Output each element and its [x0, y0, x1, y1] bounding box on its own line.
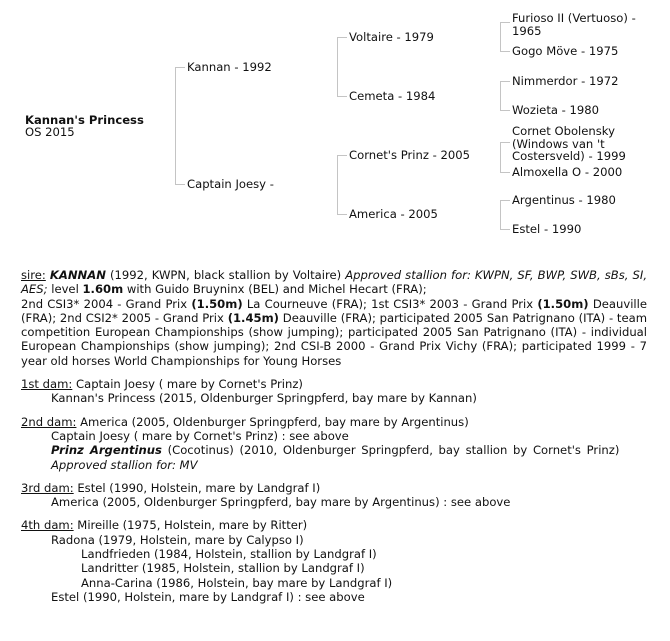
tree-connector	[500, 142, 510, 143]
tree-connector	[500, 51, 510, 52]
grandparent-sire-dam[interactable]: Cemeta - 1984	[349, 89, 436, 103]
offspring-approval-note: Approved stallion for: MV	[51, 457, 198, 472]
offspring-item: Landfrieden (1984, Holstein, stallion by Landgraf I)	[81, 547, 377, 562]
tree-connector	[337, 37, 347, 38]
sire-result-height: (1.45m)	[227, 310, 279, 325]
offspring-item: Anna-Carina (1986, Holstein, bay mare by Landgraf I)	[81, 575, 393, 590]
tree-connector	[500, 142, 501, 173]
ggp-3[interactable]: Nimmerdor - 1972	[512, 74, 619, 88]
sire-riders: with Guido Bruyninx (BEL) and Michel Hecart (FRA);	[123, 282, 427, 297]
tree-connector	[500, 81, 510, 82]
sire-result: Deauville (FRA); 2nd CSI2* 2005 - Grand Prix	[21, 296, 647, 325]
ggp-4[interactable]: Wozieta - 1980	[512, 103, 600, 117]
parent-sire[interactable]: Kannan - 1992	[187, 60, 272, 74]
offspring-item: Kannan's Princess (2015, Oldenburger Springpferd, bay mare by Kannan)	[51, 391, 477, 406]
sire-name[interactable]: KANNAN	[49, 268, 106, 282]
third-dam-section	[21, 481, 647, 510]
sire-approved: Approved stallion for: KWPN, SF, BWP, SWB, sBs, SI, AES;	[21, 268, 647, 297]
sire-details: (1992, KWPN, black stallion by Voltaire)	[105, 268, 346, 282]
tree-connector	[500, 172, 510, 173]
ggp-5[interactable]: Cornet Obolensky (Windows van 't Costersveld) - 1999	[512, 124, 626, 163]
ggp-7[interactable]: Argentinus - 1980	[512, 193, 616, 207]
tree-connector	[500, 229, 510, 230]
grandparent-sire-sire[interactable]: Voltaire - 1979	[349, 30, 434, 44]
offspring-item	[21, 443, 647, 457]
offspring-item: Landritter (1985, Holstein, stallion by Landgraf I)	[81, 561, 365, 576]
fourth-dam-section	[21, 518, 647, 604]
parent-dam[interactable]: Captain Joesy -	[187, 177, 274, 191]
offspring-item: Radona (1979, Holstein, mare by Calypso I)	[51, 532, 304, 547]
ggp-8[interactable]: Estel - 1990	[512, 222, 582, 236]
dam-label: 4th dam:	[21, 518, 74, 533]
dam-label: 1st dam:	[21, 377, 73, 392]
dam-line-info	[21, 268, 647, 604]
tree-connector	[175, 67, 176, 185]
ggp-6[interactable]: Almoxella O - 2000	[512, 165, 623, 179]
subject-name[interactable]: Kannan's Princess	[25, 113, 144, 127]
tree-connector	[337, 155, 347, 156]
dam-text: America (2005, Oldenburger Springpferd, bay mare by Argentinus)	[76, 414, 469, 429]
offspring-item: Captain Joesy ( mare by Cornet's Prinz) : see above	[51, 428, 349, 443]
dam-text: Estel (1990, Holstein, mare by Landgraf I)	[73, 480, 321, 495]
dam-label: 3rd dam:	[21, 480, 74, 495]
sire-paragraph	[21, 268, 647, 368]
tree-connector	[337, 214, 347, 215]
tree-connector	[500, 22, 501, 52]
tree-connector	[500, 81, 501, 111]
tree-connector	[337, 37, 338, 97]
tree-connector	[175, 67, 185, 68]
grandparent-dam-sire[interactable]: Cornet's Prinz - 2005	[349, 148, 470, 162]
sire-result: 2nd CSI3* 2004 - Grand Prix	[21, 296, 192, 311]
tree-connector	[337, 96, 347, 97]
tree-connector	[500, 200, 510, 201]
offspring-item: America (2005, Oldenburger Springpferd, bay mare by Argentinus) : see above	[51, 495, 511, 510]
sire-result: La Courneuve (FRA); 1st CSI3* 2003 - Grand Prix	[242, 296, 538, 311]
sire-label: sire:	[21, 268, 46, 282]
grandparent-dam-dam[interactable]: America - 2005	[349, 207, 438, 221]
first-dam-section	[21, 377, 647, 406]
ggp-1[interactable]: Furioso II (Vertuoso) - 1965	[512, 11, 636, 38]
tree-connector	[337, 155, 338, 215]
subject-info: OS 2015	[25, 125, 75, 139]
tree-connector	[500, 200, 501, 230]
sire-result: Deauville (FRA); participated 2005 San Patrignano (ITA) - team competition European Championships (show jumping); participated 2005 San Patrignano (ITA) - individual European Championships (show jumping); 2nd CSI-B 2000 - Grand Prix Vichy (FRA); participated 1999 - 7 year old horses World Championships for Young Horses	[21, 310, 648, 368]
dam-text: Mireille (1975, Holstein, mare by Ritter)	[73, 518, 308, 533]
ggp-2[interactable]: Gogo Möve - 1975	[512, 44, 619, 58]
sire-result-height: (1.50m)	[537, 296, 589, 311]
offspring-text: (Cocotinus) (2010, Oldenburger Springpferd, bay stallion by Cornet's Prinz)	[161, 443, 620, 458]
sire-result-height: (1.50m)	[191, 296, 243, 311]
sire-level: 1.60m	[82, 282, 124, 297]
offspring-stallion-name[interactable]: Prinz Argentinus	[51, 443, 162, 458]
tree-connector	[500, 110, 510, 111]
tree-connector	[175, 184, 185, 185]
sire-level-prefix: level	[47, 282, 83, 297]
second-dam-section	[21, 415, 647, 472]
offspring-item: Estel (1990, Holstein, mare by Landgraf I) : see above	[51, 589, 365, 604]
dam-label: 2nd dam:	[21, 414, 77, 429]
tree-connector	[500, 22, 510, 23]
dam-text: Captain Joesy ( mare by Cornet's Prinz)	[72, 377, 303, 392]
